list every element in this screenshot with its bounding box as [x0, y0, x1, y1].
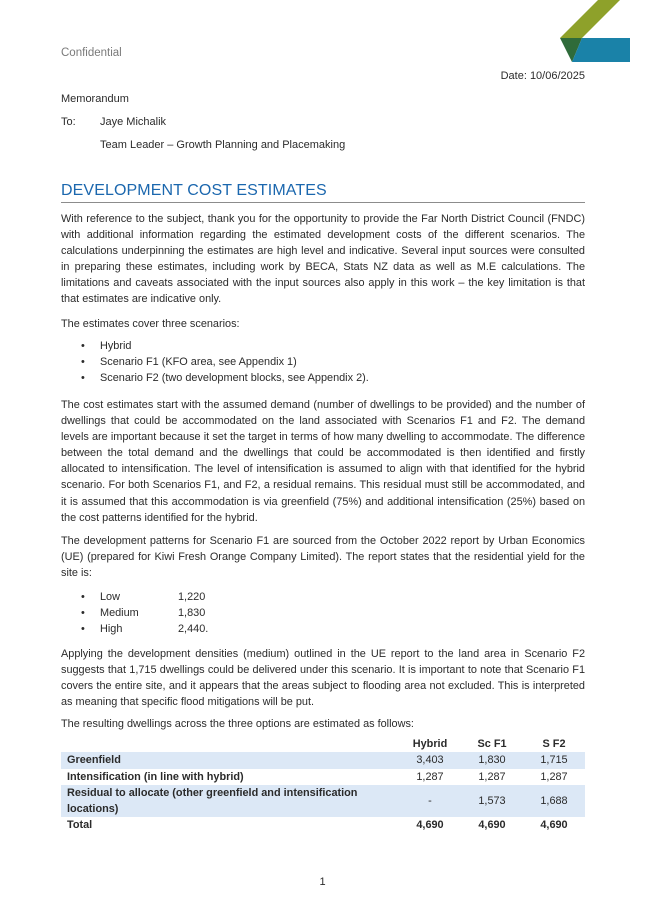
recipient-role: Team Leader – Growth Planning and Placemaking	[100, 139, 346, 151]
memo-date: Date: 10/06/2025	[500, 70, 585, 82]
development-patterns-paragraph: The development patterns for Scenario F1 are sourced from the October 2022 report by Urban Economics (UE) (prepared for Kiwi Fresh Orange Company Limited). The report states that the residential yield for the site is:	[61, 535, 585, 580]
page-number: 1	[319, 876, 326, 888]
table-header: Sc F1	[477, 738, 507, 750]
density-paragraph: Applying the development densities (medium) outlined in the UE report to the land area in Scenario F2 suggests that 1,715 dwellings could be delivered under this scenario. It is important to note that Scenario F1 covers the entire site, and it appears that the areas subject to flooding area not excluded. This is interpreted as meaning that specific flood mitigations will be put.	[61, 648, 585, 709]
list-item: • Scenario F1 (KFO area, see Appendix 1)	[81, 356, 297, 369]
scenarios-intro: The estimates cover three scenarios:	[61, 318, 240, 330]
list-item: • Medium 1,830	[81, 607, 206, 620]
list-item: • Scenario F2 (two development blocks, see Appendix 2).	[81, 372, 369, 385]
table-header: Hybrid	[412, 738, 448, 750]
yield-list	[61, 589, 585, 637]
scenario-list	[61, 338, 585, 386]
memo-label: Memorandum	[61, 93, 129, 105]
list-item: • High 2,440.	[81, 623, 209, 636]
dwellings-table	[61, 736, 585, 834]
recipient-name: Jaye Michalik	[100, 116, 167, 128]
table-row: Greenfield 3,403 1,830 1,715	[61, 752, 585, 768]
section-heading: DEVELOPMENT COST ESTIMATES	[61, 182, 585, 203]
table-header	[61, 736, 399, 752]
company-logo	[560, 0, 630, 62]
table-header: S F2	[542, 738, 566, 750]
intro-paragraph: With reference to the subject, thank you for the opportunity to provide the Far North District Council (FNDC) with additional information regarding the estimated development costs of the different scenarios. The calculations underpinning the estimates are high level and indicative. Several input sources were consulted in preparing these estimates, including work by BECA, Stats NZ data as well as M.E calculations. The limitations and caveats associated with the input sources also apply in this work – the key limitation is that that estimates are indicative only.	[61, 213, 585, 306]
table-total-row: Total 4,690 4,690 4,690	[67, 819, 568, 832]
table-row: Residual to allocate (other greenfield and intensification locations) - 1,573 1,688	[61, 785, 585, 818]
method-paragraph: The cost estimates start with the assumed demand (number of dwellings to be provided) and the number of dwellings that could be accommodated on the land associated with Scenarios F1 and F2. The demand levels are important because it set the target in terms of how many dwelling to accommodate. The difference between the total demand and the dwellings that could be accommodated is then identified and firstly allocated to intensification. The level of intensification is assumed to align with that identified for the hybrid scenario. For both Scenarios F1, and F2, a residual remains. This residual must still be accommodated, and it is assumed that this accommodation is via greenfield (75%) and additional intensification (25%) based on the cost patterns identified for the hybrid.	[61, 399, 585, 524]
table-header-row	[61, 736, 585, 752]
confidential-label: Confidential	[61, 47, 122, 59]
list-item: • Low 1,220	[81, 591, 206, 603]
table-intro: The resulting dwellings across the three options are estimated as follows:	[61, 718, 414, 730]
list-item: • Hybrid	[81, 340, 132, 352]
to-label: To:	[61, 116, 76, 128]
table-row: Intensification (in line with hybrid) 1,287 1,287 1,287	[67, 770, 568, 783]
